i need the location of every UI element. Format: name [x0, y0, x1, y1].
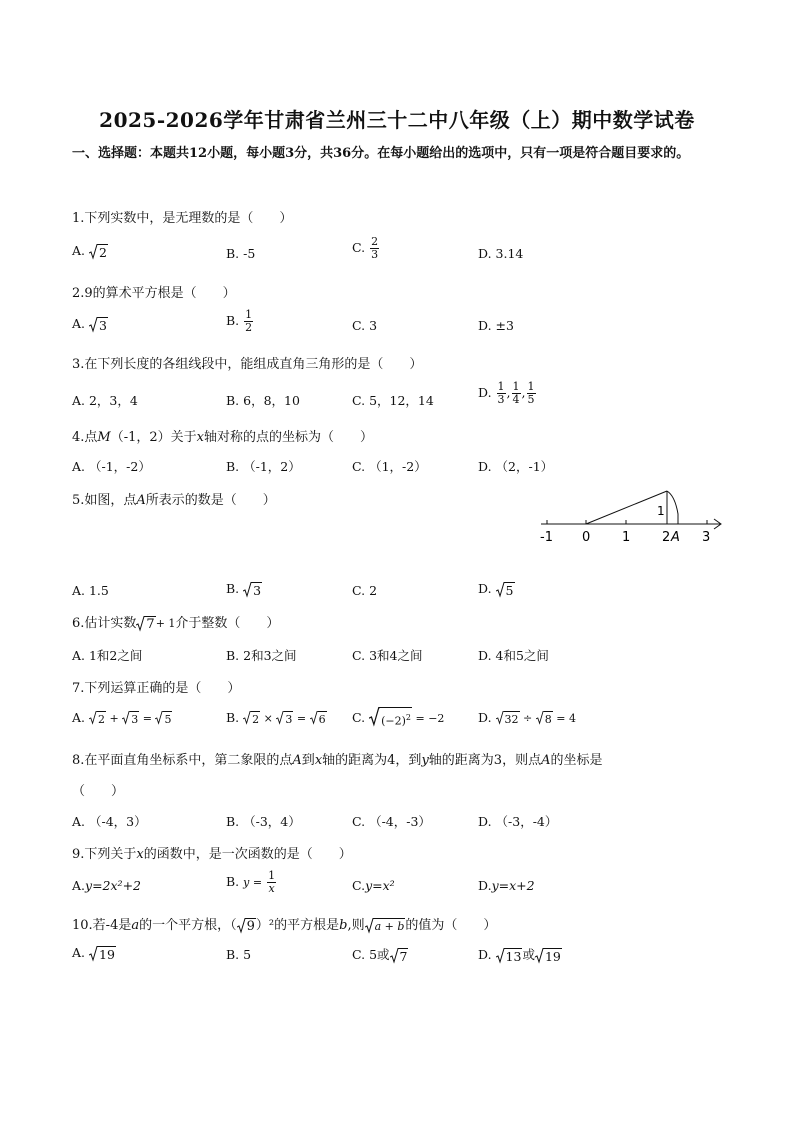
tick-label: 2 — [662, 530, 671, 545]
question-6-stem: 6.估计实数 7 + 1介于整数（ ） — [72, 616, 280, 632]
q9-option-b: B. y = $\frac{1}{x}$ — [226, 869, 276, 895]
q10-option-d: D. 13 或 19 — [478, 947, 561, 964]
question-10-stem: 10.若-4是a的一个平方根，（ 9 ）²的平方根是b,则 a + b 的值为（ ） — [72, 918, 497, 934]
tick-label: 0 — [582, 530, 591, 545]
question-1-stem: 1.下列实数中，是无理数的是（ ） — [72, 211, 293, 226]
sqrt-symbol: $(-2)^2$ — [369, 707, 412, 731]
q3-option-a: A. 2，3，4 — [72, 393, 138, 408]
fraction: $\frac{2}{3}$ — [371, 235, 379, 261]
point-label: A — [671, 530, 680, 545]
q6-option-a: A. 1和2之间 — [72, 648, 143, 663]
q10-option-a: A. 19 — [72, 945, 115, 962]
q2-option-a: A. 3 — [72, 316, 107, 333]
q5-option-a: A. 1.5 — [72, 583, 109, 598]
q5-option-b: B. 3 — [226, 581, 262, 598]
q4-option-c: C. （1，-2） — [352, 459, 427, 474]
q2-option-d: D. ±3 — [478, 318, 514, 333]
q2-option-b: B. $\frac{1}{2}$ — [226, 308, 253, 334]
sqrt-symbol: 19 — [89, 946, 116, 962]
sqrt-symbol: 32 — [496, 711, 520, 727]
q3-option-b: B. 6，8，10 — [226, 393, 300, 408]
sqrt-symbol: 3 — [89, 317, 108, 333]
tick-label: -1 — [540, 530, 553, 545]
sqrt-symbol: 6 — [310, 711, 327, 727]
question-8-stem: 8.在平面直角坐标系中，第二象限的点A到x轴的距离为4，到y轴的距离为3，则点A的坐标是 — [72, 753, 603, 768]
sqrt-symbol: 7 — [136, 616, 155, 632]
sqrt-symbol: 19 — [535, 948, 562, 964]
fraction: $\frac{1}{5}$ — [527, 380, 535, 406]
q1-option-d: D. 3.14 — [478, 246, 524, 261]
fraction: $\frac{1}{4}$ — [512, 380, 520, 406]
sqrt-symbol: 13 — [496, 948, 523, 964]
q7-option-d: D. 32 ÷ 8 = 4 — [478, 710, 576, 726]
sqrt-symbol: 3 — [276, 711, 293, 727]
q9-option-d: D.y=x+2 — [478, 878, 535, 893]
sqrt-symbol: a + b — [365, 918, 406, 934]
q1-option-c: C. $\frac{2}{3}$ — [352, 235, 379, 261]
sqrt-symbol: 3 — [122, 711, 139, 727]
q7-option-b: B. 2 × 3 = 6 — [226, 710, 326, 726]
sqrt-symbol: 7 — [390, 948, 409, 964]
section-instructions: 一、选择题：本题共12小题，每小题3分，共36分。在每小题给出的选项中，只有一项是符合题目要求的。 — [72, 146, 690, 161]
sqrt-symbol: 2 — [243, 711, 260, 727]
sqrt-symbol: 3 — [243, 582, 262, 598]
side-label: 1 — [657, 504, 665, 518]
tick-label: 1 — [622, 530, 631, 545]
question-4-stem: 4.点M（-1，2）关于x轴对称的点的坐标为（ ） — [72, 430, 374, 445]
q7-option-a: A. 2 + 3 = 5 — [72, 710, 172, 726]
q1-option-b: B. -5 — [226, 246, 256, 261]
tick-label: 3 — [702, 530, 711, 545]
sqrt-symbol: 5 — [496, 582, 515, 598]
question-8-stem-line2: （ ） — [72, 784, 125, 799]
q5-option-c: C. 2 — [352, 583, 378, 598]
fraction: $\frac{1}{x}$ — [268, 869, 276, 895]
sqrt-symbol: 8 — [536, 711, 553, 727]
question-2-stem: 2.9的算术平方根是（ ） — [72, 286, 236, 301]
fraction: $\frac{1}{2}$ — [245, 308, 253, 334]
q10-option-b: B. 5 — [226, 947, 252, 962]
q3-option-d: D. $\frac{1}{3}$ , $\frac{1}{4}$ , $\frac{1}{5}$ — [478, 380, 535, 406]
number-line-figure — [535, 484, 730, 546]
q3-option-c: C. 5，12，14 — [352, 393, 434, 408]
question-3-stem: 3.在下列长度的各组线段中，能组成直角三角形的是（ ） — [72, 357, 423, 372]
q8-option-d: D. （-3，-4） — [478, 814, 558, 829]
sqrt-symbol: 5 — [155, 711, 172, 727]
q4-option-d: D. （2，-1） — [478, 459, 554, 474]
hypotenuse — [586, 491, 667, 524]
q1-option-a: A. 2 — [72, 243, 107, 260]
q8-option-c: C. （-4，-3） — [352, 814, 431, 829]
sqrt-symbol: 2 — [89, 244, 108, 260]
q2-option-c: C. 3 — [352, 318, 378, 333]
compass-arc — [667, 491, 678, 524]
q8-option-b: B. （-3，4） — [226, 814, 301, 829]
question-7-stem: 7.下列运算正确的是（ ） — [72, 681, 241, 696]
fraction: $\frac{1}{3}$ — [497, 380, 505, 406]
q6-option-b: B. 2和3之间 — [226, 648, 297, 663]
sqrt-symbol: 9 — [237, 918, 256, 934]
question-5-stem: 5.如图，点A所表示的数是（ ） — [72, 493, 276, 508]
q6-option-c: C. 3和4之间 — [352, 648, 423, 663]
exam-title: 2025-2026学年甘肃省兰州三十二中八年级（上）期中数学试卷 — [99, 108, 695, 132]
q6-option-d: D. 4和5之间 — [478, 648, 549, 663]
sqrt-symbol: 2 — [89, 711, 106, 727]
q9-option-a: A.y=2x²+2 — [72, 878, 141, 893]
q5-option-d: D. 5 — [478, 581, 514, 598]
q10-option-c: C. 5或 7 — [352, 947, 408, 964]
q4-option-b: B. （-1，2） — [226, 459, 301, 474]
question-9-stem: 9.下列关于x的函数中，是一次函数的是（ ） — [72, 847, 352, 862]
q7-option-c: C. $(-2)^2$ = −2 — [352, 707, 444, 731]
q4-option-a: A. （-1，-2） — [72, 459, 151, 474]
q9-option-c: C.y=x² — [352, 878, 395, 893]
q8-option-a: A. （-4，3） — [72, 814, 147, 829]
